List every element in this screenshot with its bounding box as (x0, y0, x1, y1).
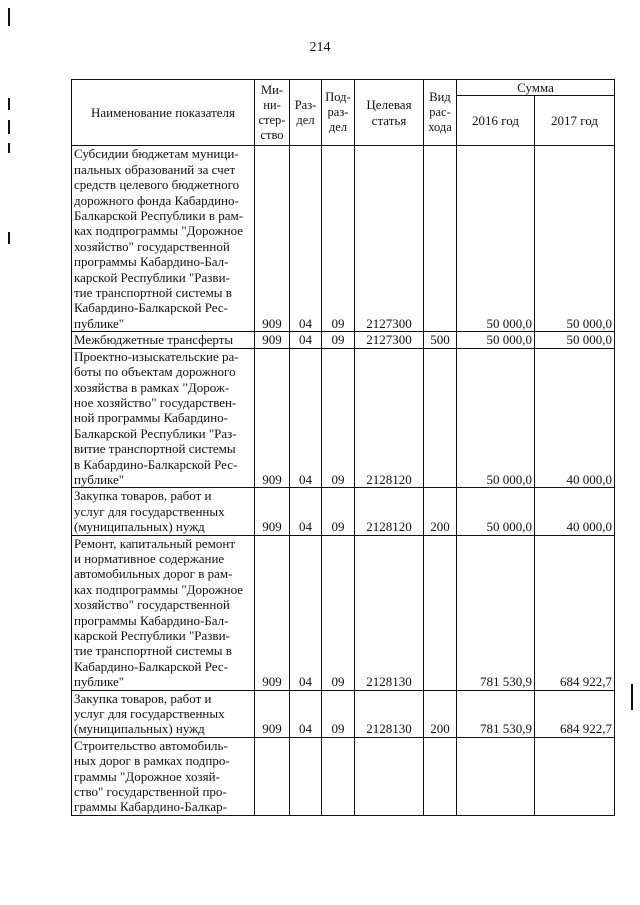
row-target: 2128120 (355, 488, 424, 535)
row-expense-type (424, 146, 457, 332)
row-name: Строительство автомобиль- ных дорог в рамках подпро- граммы "Дорожное хозяй- ство" государственной про- граммы Кабардино-Балкар- (72, 737, 255, 815)
row-ministry: 909 (255, 146, 290, 332)
table-row (72, 332, 615, 348)
row-target: 2127300 (355, 332, 424, 348)
row-subsection: 09 (322, 535, 355, 690)
table-row (72, 690, 615, 737)
table-row (72, 146, 615, 332)
row-ministry: 909 (255, 348, 290, 488)
col-header-2016: 2016 год (457, 96, 535, 146)
row-sum-2016 (457, 737, 535, 815)
row-subsection: 09 (322, 690, 355, 737)
table-row (72, 488, 615, 535)
row-name: Закупка товаров, работ и услуг для государственных (муниципальных) нужд (72, 690, 255, 737)
col-header-target: Целевая статья (355, 80, 424, 146)
row-expense-type (424, 535, 457, 690)
row-target: 2128130 (355, 690, 424, 737)
row-section: 04 (290, 690, 322, 737)
row-sum-2017 (535, 737, 615, 815)
row-ministry (255, 737, 290, 815)
page-number: 214 (309, 40, 331, 55)
row-expense-type: 200 (424, 690, 457, 737)
row-sum-2017: 40 000,0 (535, 348, 615, 488)
col-header-2017: 2017 год (535, 96, 615, 146)
row-target: 2128130 (355, 535, 424, 690)
row-ministry: 909 (255, 690, 290, 737)
margin-mark-left-2 (8, 120, 10, 134)
row-expense-type (424, 737, 457, 815)
row-ministry: 909 (255, 535, 290, 690)
row-sum-2017: 50 000,0 (535, 332, 615, 348)
table-row (72, 535, 615, 690)
row-subsection: 09 (322, 488, 355, 535)
row-expense-type: 200 (424, 488, 457, 535)
row-sum-2017: 40 000,0 (535, 488, 615, 535)
row-section (290, 737, 322, 815)
col-header-section: Раз- дел (290, 80, 322, 146)
row-name: Межбюджетные трансферты (72, 332, 255, 348)
row-ministry: 909 (255, 488, 290, 535)
col-header-sum: Сумма (457, 80, 615, 96)
row-subsection (322, 737, 355, 815)
row-expense-type: 500 (424, 332, 457, 348)
margin-mark-left-1 (8, 98, 10, 110)
row-target: 2127300 (355, 146, 424, 332)
row-section: 04 (290, 146, 322, 332)
row-section: 04 (290, 488, 322, 535)
margin-mark-right (631, 684, 633, 710)
margin-mark-left-4 (8, 232, 10, 244)
row-name: Субсидии бюджетам муници- пальных образований за счет средств целевого бюджетного дорожного фонда Кабардино- Балкарской Республики в рам- ках подпрограммы "Дорожное хозяйство" государственной программы Кабардино-Бал- карской Республики "Разви- тие транспортной системы в Кабардино-Балкарской Рес- публике" (72, 146, 255, 332)
row-section: 04 (290, 535, 322, 690)
margin-mark-left-top (8, 8, 10, 26)
margin-mark-left-3 (8, 143, 10, 153)
row-sum-2017: 684 922,7 (535, 535, 615, 690)
budget-table (71, 79, 615, 816)
row-name: Закупка товаров, работ и услуг для государственных (муниципальных) нужд (72, 488, 255, 535)
row-sum-2016: 50 000,0 (457, 332, 535, 348)
row-target: 2128120 (355, 348, 424, 488)
row-sum-2016: 781 530,9 (457, 690, 535, 737)
row-name: Проектно-изыскательские ра- боты по объектам дорожного хозяйства в рамках "Дорож- ное хозяйство" государствен- ной программы Кабардино- Балкарской Республики "Раз- витие транспортной системы в Кабардино-Балкарской Рес- публике" (72, 348, 255, 488)
row-section: 04 (290, 348, 322, 488)
row-sum-2016: 781 530,9 (457, 535, 535, 690)
row-name: Ремонт, капитальный ремонт и нормативное содержание автомобильных дорог в рам- ках подпрограммы "Дорожное хозяйство" государственной программы Кабардино-Бал- карской Республики "Разви- тие транспортной системы в Кабардино-Балкарской Рес- публике" (72, 535, 255, 690)
table-row (72, 348, 615, 488)
col-header-ministry: Ми- ни- стер- ство (255, 80, 290, 146)
row-subsection: 09 (322, 332, 355, 348)
row-ministry: 909 (255, 332, 290, 348)
row-target (355, 737, 424, 815)
col-header-subsection: Под- раз- дел (322, 80, 355, 146)
col-header-expense-type: Вид рас- хода (424, 80, 457, 146)
table-row (72, 737, 615, 815)
row-section: 04 (290, 332, 322, 348)
row-sum-2016: 50 000,0 (457, 348, 535, 488)
row-sum-2016: 50 000,0 (457, 488, 535, 535)
col-header-name: Наименование показателя (72, 80, 255, 146)
row-sum-2017: 684 922,7 (535, 690, 615, 737)
row-expense-type (424, 348, 457, 488)
row-sum-2017: 50 000,0 (535, 146, 615, 332)
row-sum-2016: 50 000,0 (457, 146, 535, 332)
row-subsection: 09 (322, 348, 355, 488)
row-subsection: 09 (322, 146, 355, 332)
